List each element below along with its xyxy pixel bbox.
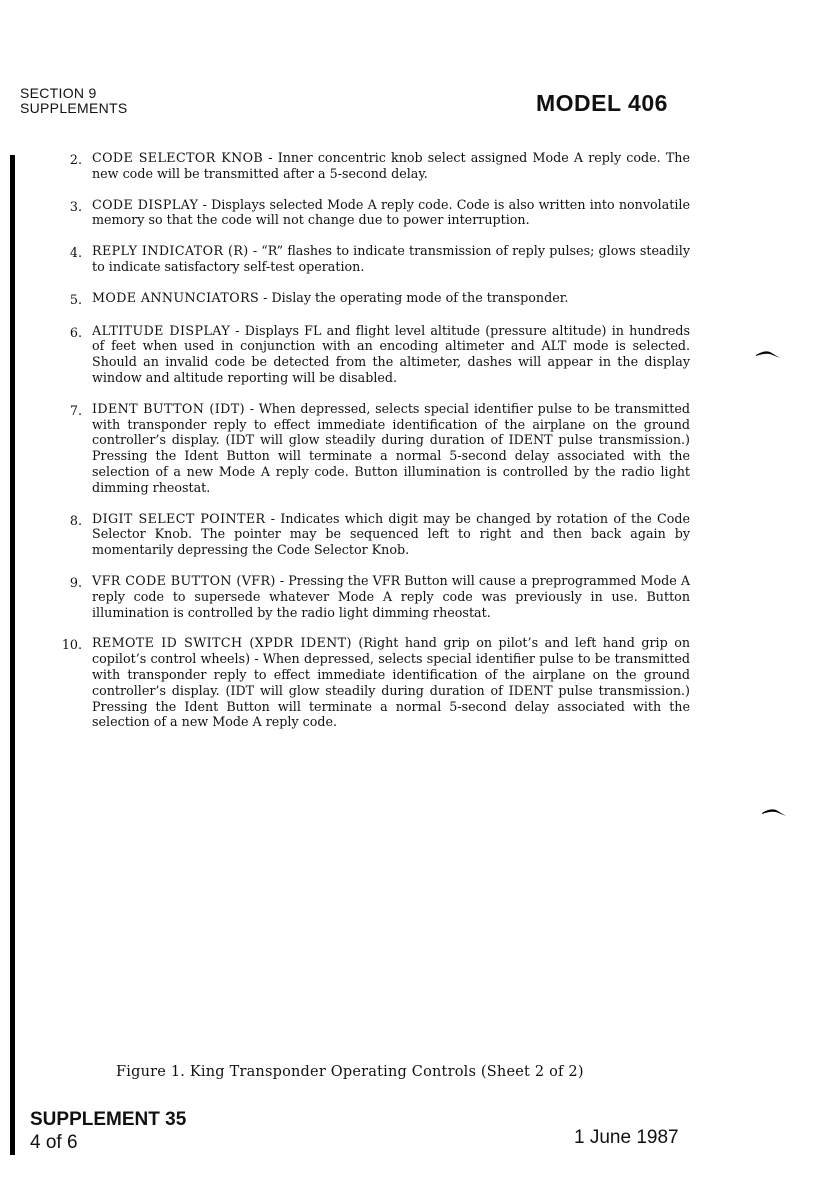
item-body: - Pressing the VFR Button will cause a preprogrammed Mode A reply code to supersede whatever Mode A reply code was previously in use. Button illumination is controlled by the radio light dimming rheostat. [92, 572, 690, 620]
list-item [50, 323, 690, 386]
item-body: - “R” flashes to indicate transmission of reply pulses; glows steadily to indicate satisfactory self-test operation. [92, 243, 690, 274]
list-item [50, 197, 690, 229]
page-number: 4 of 6 [30, 1132, 78, 1153]
item-text [92, 573, 690, 620]
item-number: 8. [69, 512, 82, 528]
item-number: 6. [69, 324, 82, 340]
item-text [92, 290, 690, 308]
item-text [92, 150, 690, 182]
item-text [92, 401, 690, 496]
item-number: 5. [69, 291, 82, 307]
item-heading: REMOTE ID SWITCH (XPDR IDENT) [92, 635, 352, 651]
list-item [50, 573, 690, 620]
item-number: 3. [69, 198, 82, 214]
item-heading: DIGIT SELECT POINTER [92, 510, 266, 526]
control-description-list [50, 150, 690, 745]
model-title: MODEL 406 [536, 90, 668, 116]
item-heading: MODE ANNUNCIATORS [92, 289, 260, 305]
list-item [50, 290, 690, 308]
revision-bar [10, 155, 15, 1155]
item-heading: VFR CODE BUTTON (VFR) [92, 572, 276, 588]
margin-mark-icon [762, 808, 786, 816]
section-header [20, 86, 128, 116]
item-text [92, 243, 690, 275]
item-heading: REPLY INDICATOR (R) [92, 243, 249, 259]
item-heading: IDENT BUTTON (IDT) [92, 400, 245, 416]
item-text [92, 635, 690, 730]
item-body: - Displays selected Mode A reply code. Code is also written into nonvolatile memory so that the code will not change due to power interruption. [92, 196, 690, 228]
item-body: (Right hand grip on pilot’s and left hand grip on copilot’s control wheels) - When depressed, selects special identifier pulse to be transmitted with transponder reply to effect immediate identification of the airplane on the ground controller’s display. (IDT will glow steadily during duration of IDENT pulse transmission.) Pressing the Ident Button will terminate a normal 5-second delay associated with the selection of a new Mode A reply code. [92, 635, 690, 730]
item-heading: CODE SELECTOR KNOB [92, 150, 264, 165]
list-item [50, 150, 690, 182]
list-item [50, 511, 690, 558]
figure-caption: Figure 1. King Transponder Operating Controls (Sheet 2 of 2) [116, 1064, 584, 1080]
supplement-number: SUPPLEMENT 35 [30, 1109, 187, 1130]
revision-date: 1 June 1987 [574, 1127, 679, 1148]
item-heading: ALTITUDE DISPLAY [92, 322, 231, 338]
supplements-label: SUPPLEMENTS [20, 100, 128, 116]
item-number: 9. [69, 574, 82, 590]
item-number: 4. [69, 245, 82, 261]
item-number: 2. [69, 152, 82, 167]
item-body: - Displays FL and flight level altitude (pressure altitude) in hundreds of feet when used in conjunction with an encoding altimeter and ALT mode is selected. Should an invalid code be detected from the altimeter, dashes will appear in the display window and altitude reporting will be disabled. [92, 322, 690, 385]
list-item [50, 635, 690, 730]
item-body: - Inner concentric knob select assigned Mode A reply code. The new code will be transmitted after a 5-second delay. [92, 150, 690, 181]
item-text [92, 197, 690, 229]
footer-left [30, 1108, 186, 1154]
item-number: 7. [69, 402, 82, 418]
item-heading: CODE DISPLAY [92, 196, 199, 212]
item-text [92, 323, 690, 386]
section-label: SECTION 9 [20, 85, 97, 101]
item-body: - Indicates which digit may be changed by rotation of the Code Selector Knob. The pointer may be sequenced left to right and then back again by momentarily depressing the Code Selector Knob. [92, 510, 690, 558]
item-text [92, 511, 690, 558]
margin-mark-icon [756, 350, 780, 358]
item-body: - Dislay the operating mode of the transponder. [259, 289, 569, 305]
list-item [50, 401, 690, 496]
item-body: - When depressed, selects special identifier pulse to be transmitted with transponder reply to effect immediate identification of the airplane on the ground controller’s display. (IDT will glow steadily during duration of IDENT pulse transmission.) Pressing the Ident Button will terminate a normal 5-second delay associated with the selection of a new Mode A reply code. Button illumination is controlled by the radio light dimming rheostat. [92, 400, 690, 495]
list-item [50, 243, 690, 275]
item-number: 10. [61, 637, 82, 653]
